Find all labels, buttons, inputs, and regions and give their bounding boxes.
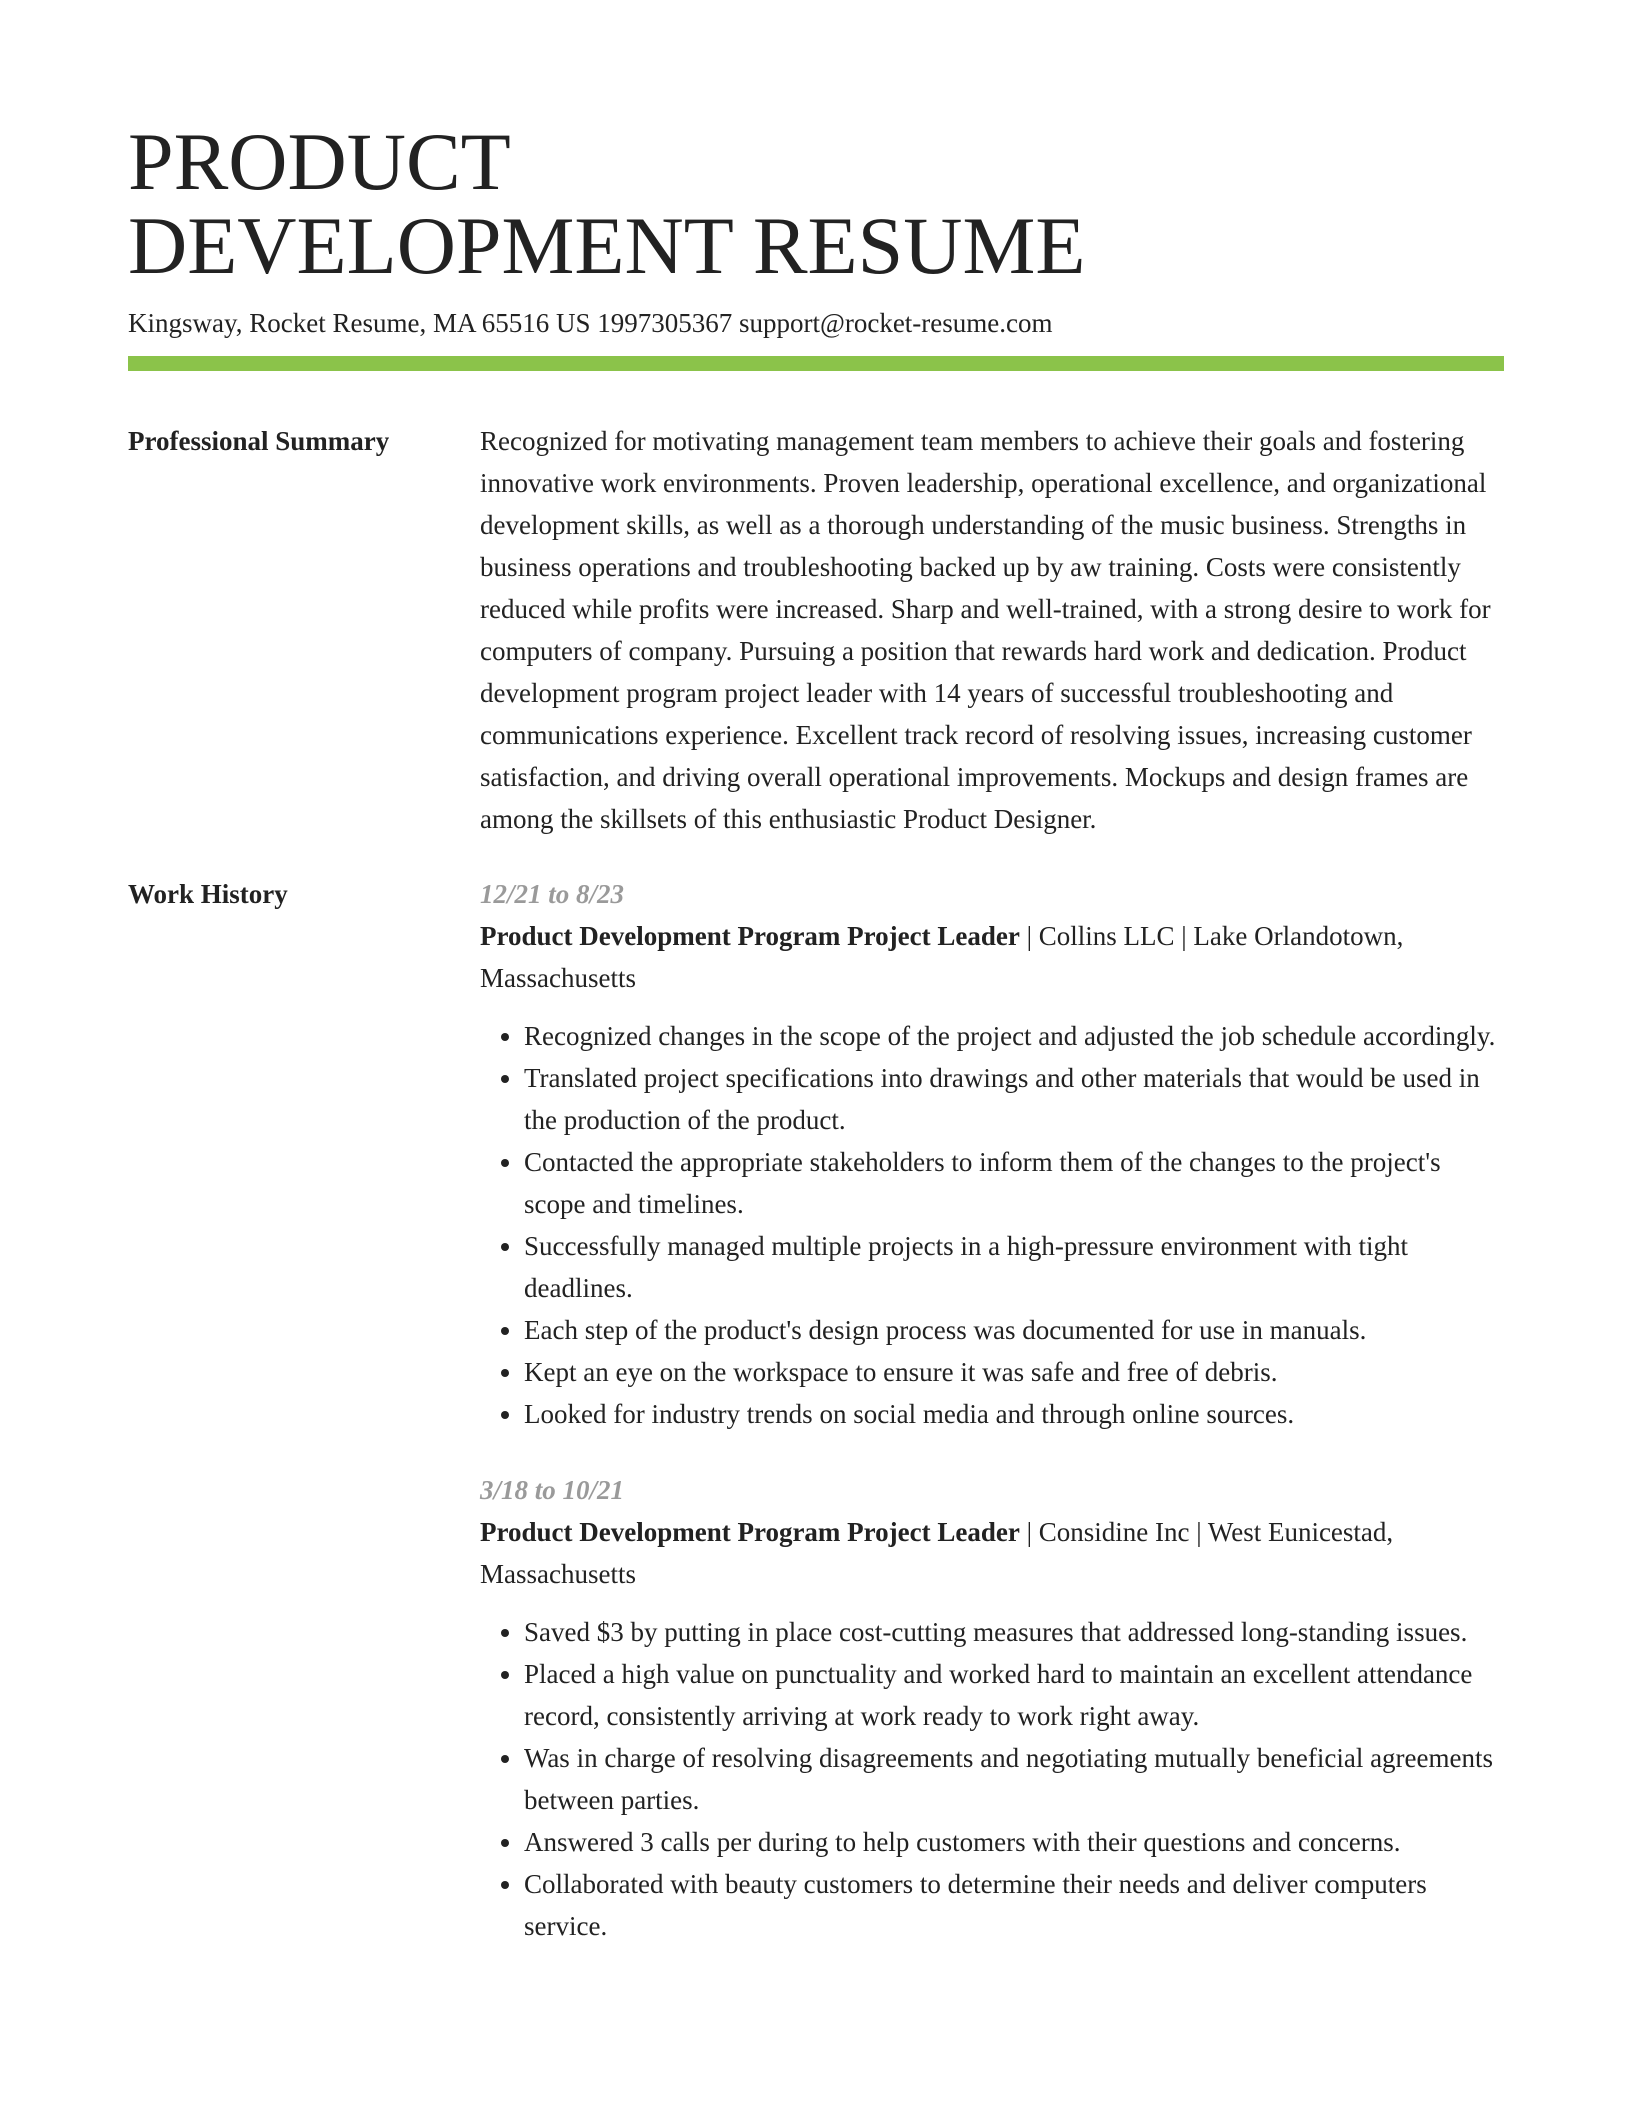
resume-title-line-1: PRODUCT bbox=[128, 116, 511, 207]
contact-info: Kingsway, Rocket Resume, MA 65516 US 1997305367 support@rocket-resume.com bbox=[128, 308, 1053, 338]
job-bullet: • Looked for industry trends on social media and through online sources. bbox=[524, 1393, 1504, 1435]
job-bullet: • Successfully managed multiple projects in a high-pressure environment with tight deadlines. bbox=[524, 1225, 1504, 1309]
job-bullet: • Kept an eye on the workspace to ensure it was safe and free of debris. bbox=[524, 1351, 1504, 1393]
header-divider bbox=[128, 356, 1504, 371]
job-bullet: • Placed a high value on punctuality and worked hard to maintain an excellent attendance record, consistently arriving at work ready to work right away. bbox=[524, 1653, 1504, 1737]
job-bullet: • Collaborated with beauty customers to determine their needs and deliver computers service. bbox=[524, 1863, 1504, 1947]
resume-title bbox=[128, 116, 1504, 291]
job-bullet: • Recognized changes in the scope of the project and adjusted the job schedule accordingly. bbox=[524, 1015, 1504, 1057]
work-history-body bbox=[480, 873, 1504, 1981]
resume-title-line-2: DEVELOPMENT RESUME bbox=[128, 200, 1086, 291]
job-dates: 12/21 to 8/23 bbox=[480, 879, 625, 909]
professional-summary-body bbox=[480, 420, 1504, 840]
work-history-heading: Work History bbox=[128, 879, 288, 909]
professional-summary-heading: Professional Summary bbox=[128, 426, 390, 456]
job-bullet: • Was in charge of resolving disagreements and negotiating mutually beneficial agreements between parties. bbox=[524, 1737, 1504, 1821]
job-heading bbox=[480, 1511, 1504, 1595]
professional-summary-text: Recognized for motivating management team members to achieve their goals and fostering innovative work environments. Proven leadership, operational excellence, and organizational development skills, as well as a thorough understanding of the music business. Strengths in business operations and troubleshooting backed up by aw training. Costs were consistently reduced while profits were increased. Sharp and well-trained, with a strong desire to work for computers of company. Pursuing a position that rewards hard work and dedication. Product development program project leader with 14 years of successful troubleshooting and communications experience. Excellent track record of resolving issues, increasing customer satisfaction, and driving overall operational improvements. Mockups and design frames are among the skillsets of this enthusiastic Product Designer. bbox=[480, 426, 1491, 834]
job-title: Product Development Program Project Leader bbox=[480, 1517, 1020, 1547]
job-bullet: • Each step of the product's design process was documented for use in manuals. bbox=[524, 1309, 1504, 1351]
job-bullets bbox=[480, 1015, 1504, 1435]
resume-page bbox=[128, 116, 1504, 1981]
job-details: | Collins LLC | Lake Orlandotown, Massachusetts bbox=[480, 921, 1404, 993]
job-entry bbox=[480, 873, 1504, 1435]
job-details: | Considine Inc | West Eunicestad, Massachusetts bbox=[480, 1517, 1394, 1589]
professional-summary-section bbox=[128, 420, 1504, 840]
job-entry bbox=[480, 1469, 1504, 1947]
work-history-section bbox=[128, 873, 1504, 1981]
job-bullet: • Saved $3 by putting in place cost-cutting measures that addressed long-standing issues. bbox=[524, 1611, 1504, 1653]
job-bullet: • Translated project specifications into drawings and other materials that would be used in the production of the product. bbox=[524, 1057, 1504, 1141]
job-bullet: • Contacted the appropriate stakeholders to inform them of the changes to the project's scope and timelines. bbox=[524, 1141, 1504, 1225]
job-dates: 3/18 to 10/21 bbox=[480, 1475, 625, 1505]
job-title: Product Development Program Project Leader bbox=[480, 921, 1020, 951]
job-bullet: • Answered 3 calls per during to help customers with their questions and concerns. bbox=[524, 1821, 1504, 1863]
job-heading bbox=[480, 915, 1504, 999]
job-bullets bbox=[480, 1611, 1504, 1947]
